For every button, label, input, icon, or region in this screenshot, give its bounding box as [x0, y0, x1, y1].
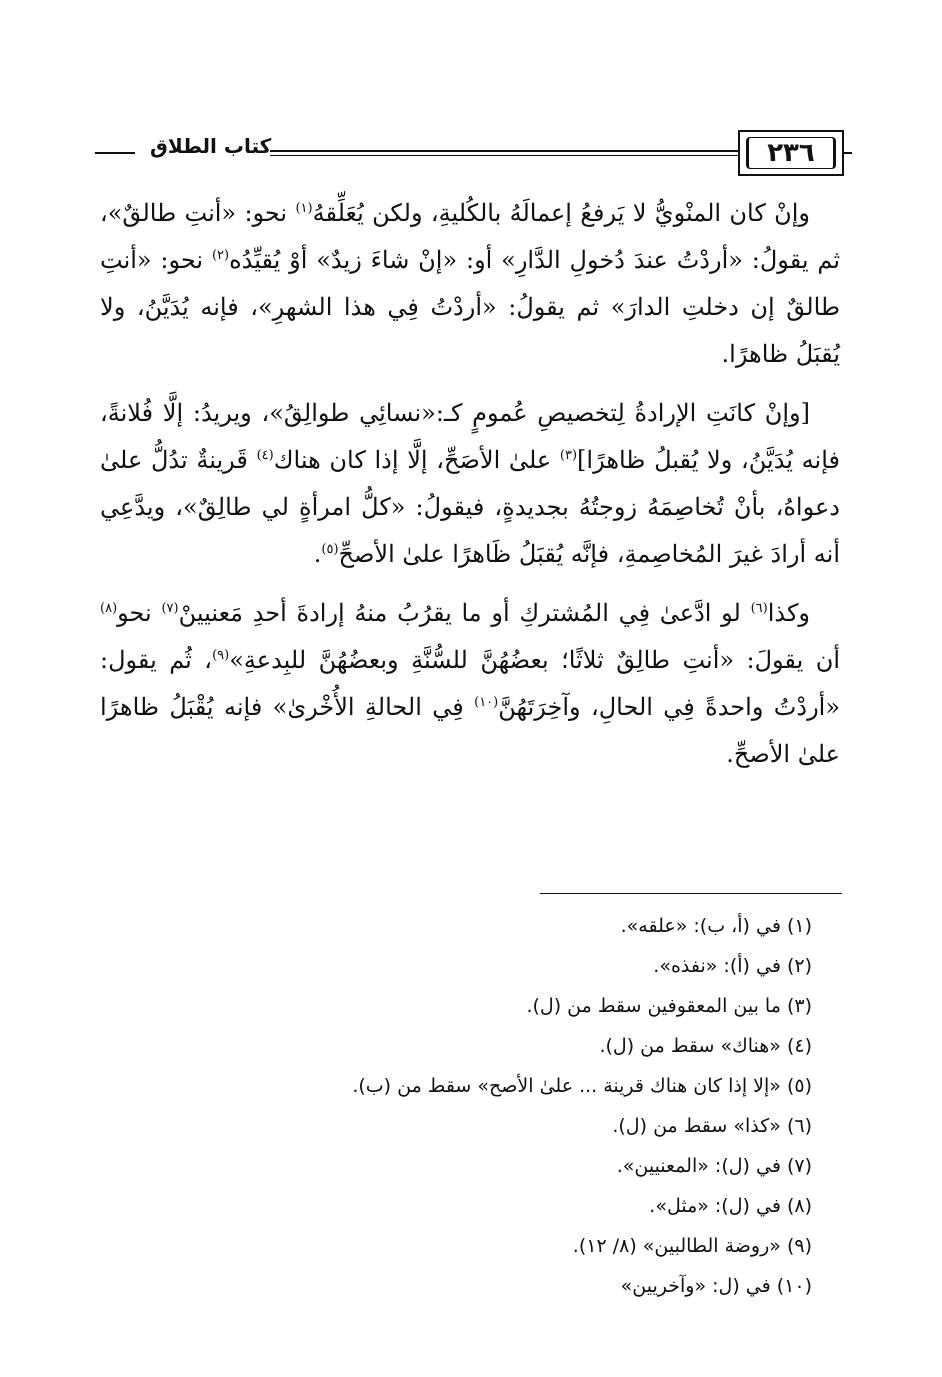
- footnote-item: (٦) «كذا» سقط من (ل).: [612, 1115, 812, 1137]
- footnote-item: (٤) «هناك» سقط من (ل).: [599, 1035, 812, 1057]
- footnote-marker: (١٠): [474, 695, 499, 710]
- paragraph-text: قَرينةٌ تدُلُّ علىٰ دعواهُ، بأنْ تُخاصِمَهُ زوجتُهُ بجديدةٍ، فيقولُ: «كلُّ امرأةٍ لي طالِقٌ»، ويدَّعِي أنه أرادَ غيرَ المُخاصِمةِ، فإنَّه يُقبَلُ ظَاهرًا علىٰ الأصحِّ: [100, 446, 840, 568]
- footnote-item: (٨) في (ل): «مثل».: [649, 1195, 812, 1217]
- paragraph-text: نحو: [117, 599, 162, 627]
- paragraph-text: [وإنْ كانَتِ الإرادةُ لِتخصيصِ عُمومٍ كـ:«نسائِي طوالِقُ»، ويريدُ: إلَّا فُلانةً، فإنه يُدَيَّنُ، ولا يُقبلُ ظاهرًا]: [100, 399, 841, 474]
- header-rule-right: [844, 152, 852, 154]
- footnote-marker: (١): [295, 201, 313, 216]
- footnote-marker: (٦): [750, 601, 768, 616]
- paragraph-text: علىٰ الأصَحِّ، إلَّا إذا كان هناك: [273, 446, 560, 474]
- paragraph: [100, 190, 840, 378]
- footnotes-list: [100, 906, 812, 1306]
- footnote-marker: (٨): [100, 601, 118, 616]
- book-title: كتاب الطلاق: [150, 134, 272, 158]
- footnote-item: (٥) «إلا إذا كان هناك قرينة ... علىٰ الأصح» سقط من (ب).: [352, 1075, 812, 1097]
- paragraph-text: وكذا: [767, 599, 810, 627]
- paragraph-text: فِي الحالةِ الأُخْرىٰ» فإنه يُقْبَلُ ظاهرًا علىٰ الأصحِّ.: [100, 693, 840, 768]
- paragraph-text: .: [313, 540, 322, 568]
- footnote-item: (٣) ما بين المعقوفين سقط من (ل).: [526, 995, 812, 1017]
- paragraph: [100, 390, 840, 578]
- paragraph: [100, 590, 840, 778]
- footnote-marker: (٩): [212, 648, 230, 663]
- paragraph-text: نحو: «أنتِ طالقٌ»، ثم يقولُ: «أردْتُ عندَ دُخولِ الدَّارِ» أو: «إنْ شاءَ زيدٌ» أوْ يُقيِّدُه: [100, 199, 840, 274]
- paragraph-text: ، ثُم يقول: «أردْتُ واحدةً فِي الحالِ، وآخِرَتَهُنَّ: [100, 646, 841, 721]
- footnote-item: (٩) «روضة الطالبين» (٨/ ١٢).: [572, 1235, 812, 1257]
- footnote-item: (١) في (أ، ب): «علقه».: [620, 915, 812, 937]
- paragraph-text: أن يقولَ: «أنتِ طالِقٌ ثلاثًا؛ بعضُهُنَّ للسُّنَّةِ وبعضُهُنَّ للبِدعةِ»: [229, 646, 840, 674]
- header-rule-middle-thin: [270, 155, 738, 156]
- footnote-marker: (٤): [256, 448, 274, 463]
- footnote-marker: (٥): [321, 542, 339, 557]
- paragraph-text: نحو: «أنتِ طالقٌ إن دخلتِ الدارَ» ثم يقولُ: «أردْتُ فِي هذا الشهرِ»، فإنه يُدَيَّنُ، ولا يُقبَلُ ظاهرًا.: [100, 246, 840, 368]
- paragraph-text: وإنْ كان المنْويُّ لا يَرفعُ إعمالَهُ بالكُليةِ، ولكن يُعَلِّقهُ: [312, 199, 811, 227]
- footnote-separator: [540, 893, 842, 894]
- footnote-marker: (٢): [211, 248, 230, 263]
- header-rule-left: [95, 152, 135, 154]
- footnote-item: (١٠) في (ل: «وآخريين»: [620, 1275, 812, 1297]
- footnote-item: (٢) في (أ): «نفذه».: [653, 955, 812, 977]
- header-rule-middle: [270, 150, 738, 152]
- page-header: [95, 128, 850, 180]
- page-number-frame: [738, 130, 844, 176]
- paragraph-text: لو ادَّعىٰ فِي المُشتركِ أو ما يقرُبُ منهُ إرادةَ أحدِ مَعنيينْ: [178, 599, 751, 627]
- page-number: ٢٣٦: [767, 138, 815, 168]
- main-text: [100, 190, 840, 778]
- footnote-marker: (٣): [559, 448, 578, 463]
- footnote-item: (٧) في (ل): «المعنيين».: [616, 1155, 812, 1177]
- footnote-marker: (٧): [161, 601, 179, 616]
